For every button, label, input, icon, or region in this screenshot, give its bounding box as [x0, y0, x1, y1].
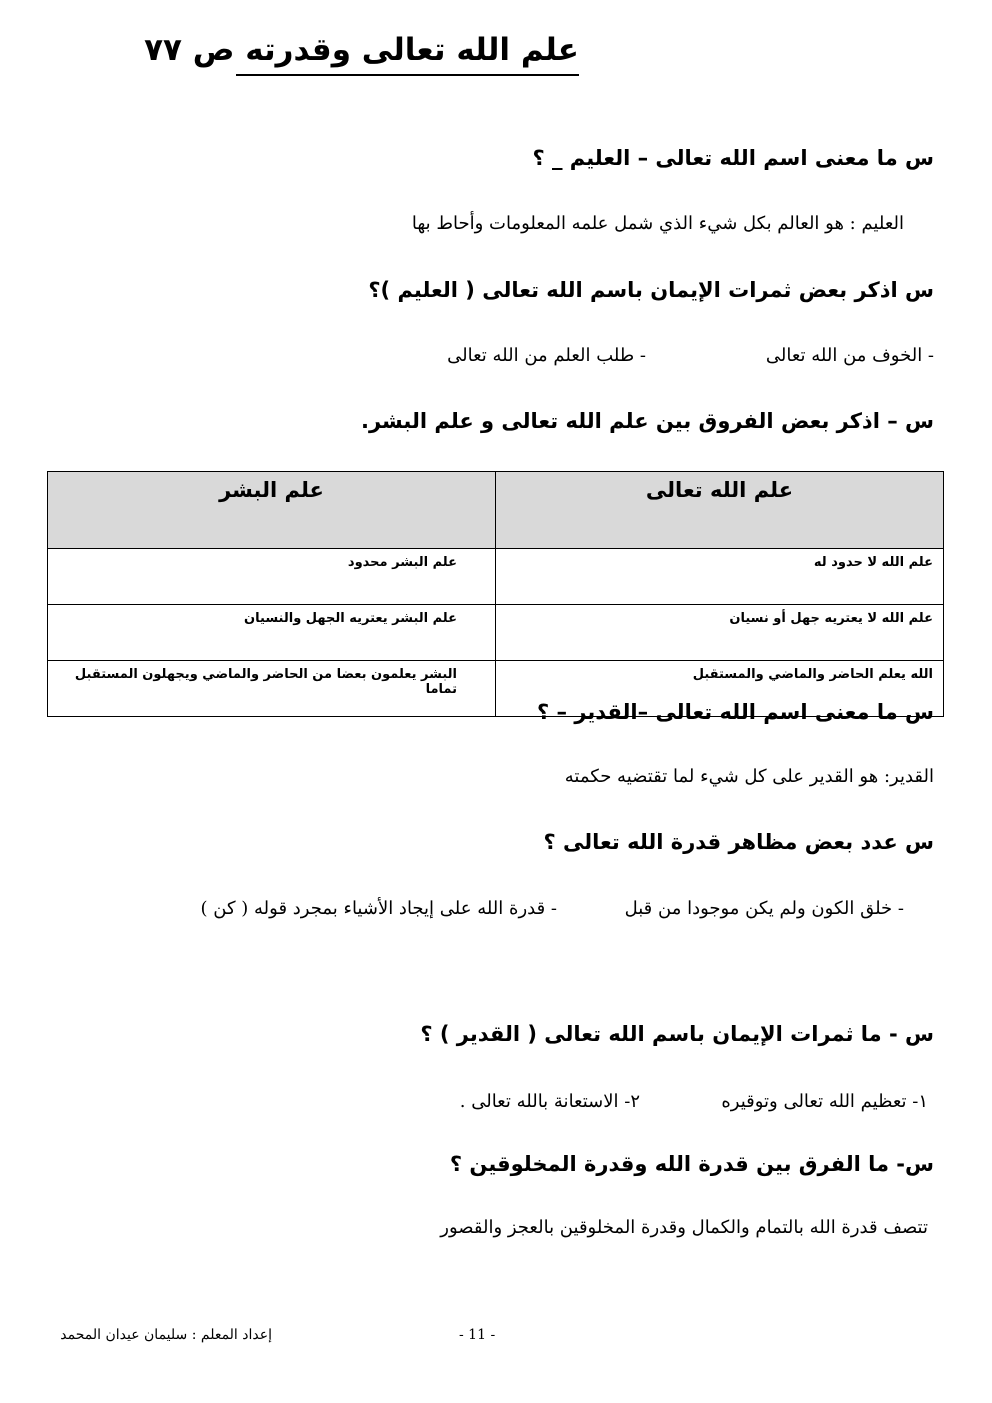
question-1: س ما معنى اسم الله تعالى – العليم _ ؟ — [532, 146, 934, 170]
answer-7: تتصف قدرة الله بالتمام والكمال وقدرة المخلوقين بالعجز والقصور — [440, 1217, 928, 1238]
table-row — [48, 549, 944, 605]
answer-5-item-1: - خلق الكون ولم يكن موجودا من قبل — [624, 898, 904, 919]
question-3: س – اذكر بعض الفروق بين علم الله تعالى و علم البشر. — [360, 409, 934, 433]
question-2: س اذكر بعض ثمرات الإيمان باسم الله تعالى ( العليم )؟ — [368, 278, 934, 302]
question-6: س - ما ثمرات الإيمان باسم الله تعالى ( القدير ) ؟ — [420, 1022, 934, 1046]
table-cell: علم البشر محدود — [48, 549, 496, 605]
table-header-row — [48, 472, 944, 549]
answer-6-item-1: ١- تعظيم الله تعالى وتوقيره — [721, 1091, 928, 1112]
table-cell: الله يعلم الحاضر والماضي والمستقبل — [496, 661, 944, 717]
table-cell: علم البشر يعتريه الجهل والنسيان — [48, 605, 496, 661]
answer-2-item-2: - طلب العلم من الله تعالى — [447, 345, 646, 366]
table-header-cell: علم البشر — [48, 472, 496, 549]
footer-author: إعداد المعلم : سليمان عيدان المحمد — [60, 1327, 272, 1343]
table-header-cell: علم الله تعالى — [496, 472, 944, 549]
answer-2-item-1: - الخوف من الله تعالى — [765, 345, 934, 366]
page-number: - 11 - — [459, 1327, 496, 1343]
question-7: س- ما الفرق بين قدرة الله وقدرة المخلوقين ؟ — [449, 1152, 934, 1176]
table-cell: علم الله لا يعتريه جهل أو نسيان — [496, 605, 944, 661]
answer-5-item-2: - قدرة الله على إيجاد الأشياء بمجرد قوله ( كن ) — [200, 898, 557, 919]
question-5: س عدد بعض مظاهر قدرة الله تعالى ؟ — [543, 830, 934, 854]
answer-1: العليم : هو العالم بكل شيء الذي شمل علمه المعلومات وأحاط بها — [411, 213, 904, 234]
answer-6-item-2: ٢- الاستعانة بالله تعالى . — [459, 1091, 640, 1112]
question-4: س ما معنى اسم الله تعالى –القدير – ؟ — [537, 700, 934, 724]
comparison-table — [47, 471, 944, 717]
page-title: علم الله تعالى وقدرته ص ٧٧ — [236, 32, 579, 76]
table-cell: علم الله لا حدود له — [496, 549, 944, 605]
table-cell: البشر يعلمون بعضا من الحاضر والماضي ويجهلون المستقبل تماما — [48, 661, 496, 717]
table-row — [48, 605, 944, 661]
answer-4: القدير: هو القدير على كل شيء لما تقتضيه حكمته — [564, 766, 934, 787]
